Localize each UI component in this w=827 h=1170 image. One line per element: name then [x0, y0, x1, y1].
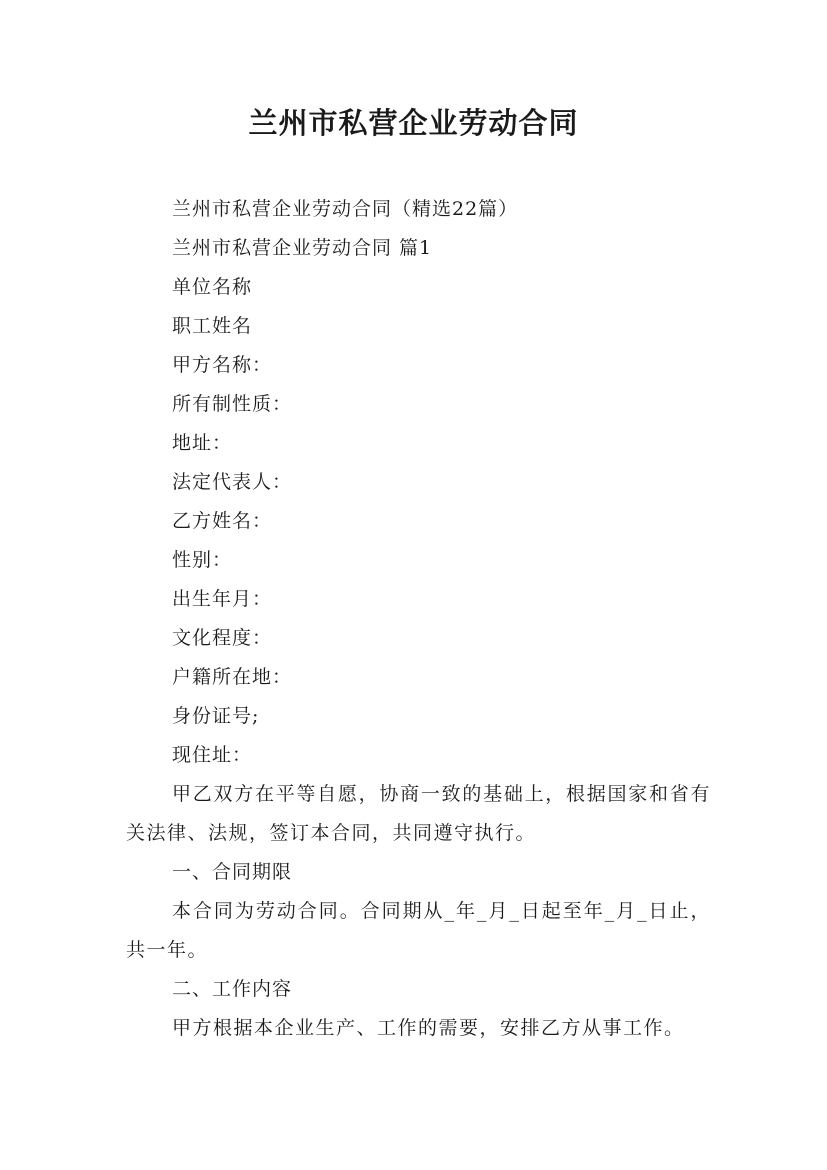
field-birth-date: 出生年月：: [172, 588, 273, 610]
document-body: [126, 190, 711, 1048]
field-party-a-name: 甲方名称：: [172, 354, 273, 376]
field-employee-name: 职工姓名: [172, 315, 253, 337]
field-ownership-type: 所有制性质：: [172, 393, 293, 415]
clause-1-text: 本合同为劳动合同。合同期从_年_月_日起至年_月_日止，共一年。: [126, 900, 711, 961]
field-education: 文化程度：: [172, 627, 273, 649]
field-id-number: 身份证号;: [172, 705, 260, 727]
clause-2-text: 甲方根据本企业生产、工作的需要，安排乙方从事工作。: [172, 1017, 685, 1039]
field-legal-representative: 法定代表人：: [172, 471, 293, 493]
clause-1-heading: 一、合同期限: [172, 861, 293, 883]
document-title: 兰州市私营企业劳动合同: [248, 106, 579, 140]
field-address: 地址：: [172, 432, 233, 454]
field-employer-name: 单位名称: [172, 276, 253, 298]
section-heading: 兰州市私营企业劳动合同 篇1: [172, 237, 433, 259]
field-current-address: 现住址：: [172, 744, 253, 766]
field-gender: 性别：: [172, 549, 233, 571]
intro-paragraph: 甲乙双方在平等自愿，协商一致的基础上，根据国家和省有关法律、法规，签订本合同，共同遵守执行。: [126, 783, 711, 844]
clause-2-heading: 二、工作内容: [172, 978, 293, 1000]
field-party-b-name: 乙方姓名：: [172, 510, 273, 532]
field-household-registration: 户籍所在地：: [172, 666, 293, 688]
document-subtitle: 兰州市私营企业劳动合同（精选22篇）: [172, 198, 519, 220]
